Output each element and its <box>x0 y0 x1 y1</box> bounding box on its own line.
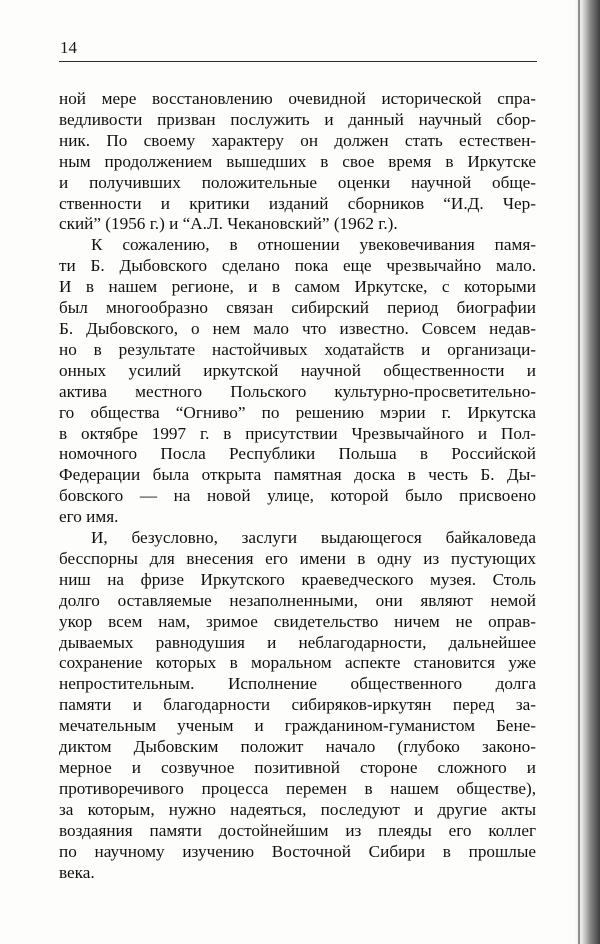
text-line: Федерации была открыта памятная доска в честь Б. Ды- <box>59 465 536 485</box>
text-line: актива местного Польского культурно-просветительно- <box>59 381 536 401</box>
text-line: ник. По своему характеру он должен стать естествен- <box>59 130 536 150</box>
text-line: ский” (1956 г.) и “А.Л. Чекановский” (1962 г.). <box>59 214 398 234</box>
text-line: памяти и благодарности сибиряков-иркутян перед за- <box>59 695 536 715</box>
text-line: воздаяния памяти достойнейшим из плеяды его коллег <box>59 820 536 840</box>
text-line: мерное и созвучное позитивной стороне сложного и <box>59 758 536 777</box>
text-line: но в результате настойчивых ходатайств и организаци- <box>59 339 536 359</box>
header-rule <box>59 61 537 62</box>
text-line: дываемых равнодушия и неблагодарности, дальнейшее <box>59 632 536 652</box>
text-line: ниш на фризе Иркутского краеведческого музея. Столь <box>59 569 536 589</box>
binding-edge <box>578 0 580 944</box>
paragraph <box>59 528 536 883</box>
text-line: века. <box>59 862 95 882</box>
page-number: 14 <box>60 38 77 57</box>
text-line: и получивших положительные оценки научной обще- <box>59 172 536 192</box>
text-line: бовского — на новой улице, которой было присвоено <box>59 486 536 506</box>
body-text <box>59 89 536 883</box>
text-line: в октябре 1997 г. в присутствии Чрезвычайного и Пол- <box>59 423 536 443</box>
text-line: был многообразно связан сибирский период биографии <box>59 298 536 318</box>
text-line: И в нашем регионе, и в самом Иркутске, с которыми <box>59 277 536 297</box>
text-line: бесспорны для внесения его имени в одну из пустующих <box>59 548 536 568</box>
text-line: мечательным ученым и гражданином-гуманистом Бене- <box>59 716 536 736</box>
text-line: непростительным. Исполнение общественного долга <box>59 674 536 694</box>
text-line: по научному изучению Восточной Сибири в прошлые <box>59 841 536 861</box>
text-line: диктом Дыбовским положит начало (глубоко законо- <box>59 737 536 757</box>
text-line: ти Б. Дыбовского сделано пока еще чрезвычайно мало. <box>59 256 536 276</box>
text-line: ной мере восстановлению очевидной исторической спра- <box>59 89 536 108</box>
text-line: И, безусловно, заслуги выдающегося байкаловеда <box>91 528 536 548</box>
paragraph <box>59 89 536 235</box>
text-line: за которым, нужно надеяться, последуют и другие акты <box>59 799 536 819</box>
text-line: ведливости призван послужить и данный научный сбор- <box>59 109 536 129</box>
text-line: Б. Дыбовского, о нем мало что известно. Совсем недав- <box>59 318 536 338</box>
text-line: сохранение которых в моральном аспекте становится уже <box>59 653 536 673</box>
text-line: ственности и критики изданий сборников “И.Д. Чер- <box>59 193 536 213</box>
text-line: К сожалению, в отношении увековечивания памя- <box>91 235 536 255</box>
text-line: его имя. <box>59 507 119 527</box>
text-line: онных усилий иркутской научной общественности и <box>59 360 536 380</box>
text-line: долго оставляемые незаполненными, они являют немой <box>59 590 536 610</box>
text-line: номочного Посла Республики Польша в Российской <box>59 444 536 464</box>
text-line: ным продолжением вышедших в свое время в Иркутске <box>59 151 536 171</box>
paragraph <box>59 235 536 528</box>
text-line: противоречивого процесса перемен в нашем обществе), <box>59 778 536 798</box>
text-line: укор всем нам, зримое свидетельство ничем не оправ- <box>59 611 536 631</box>
text-line: го общества “Огниво” по решению мэрии г. Иркутска <box>59 402 536 422</box>
